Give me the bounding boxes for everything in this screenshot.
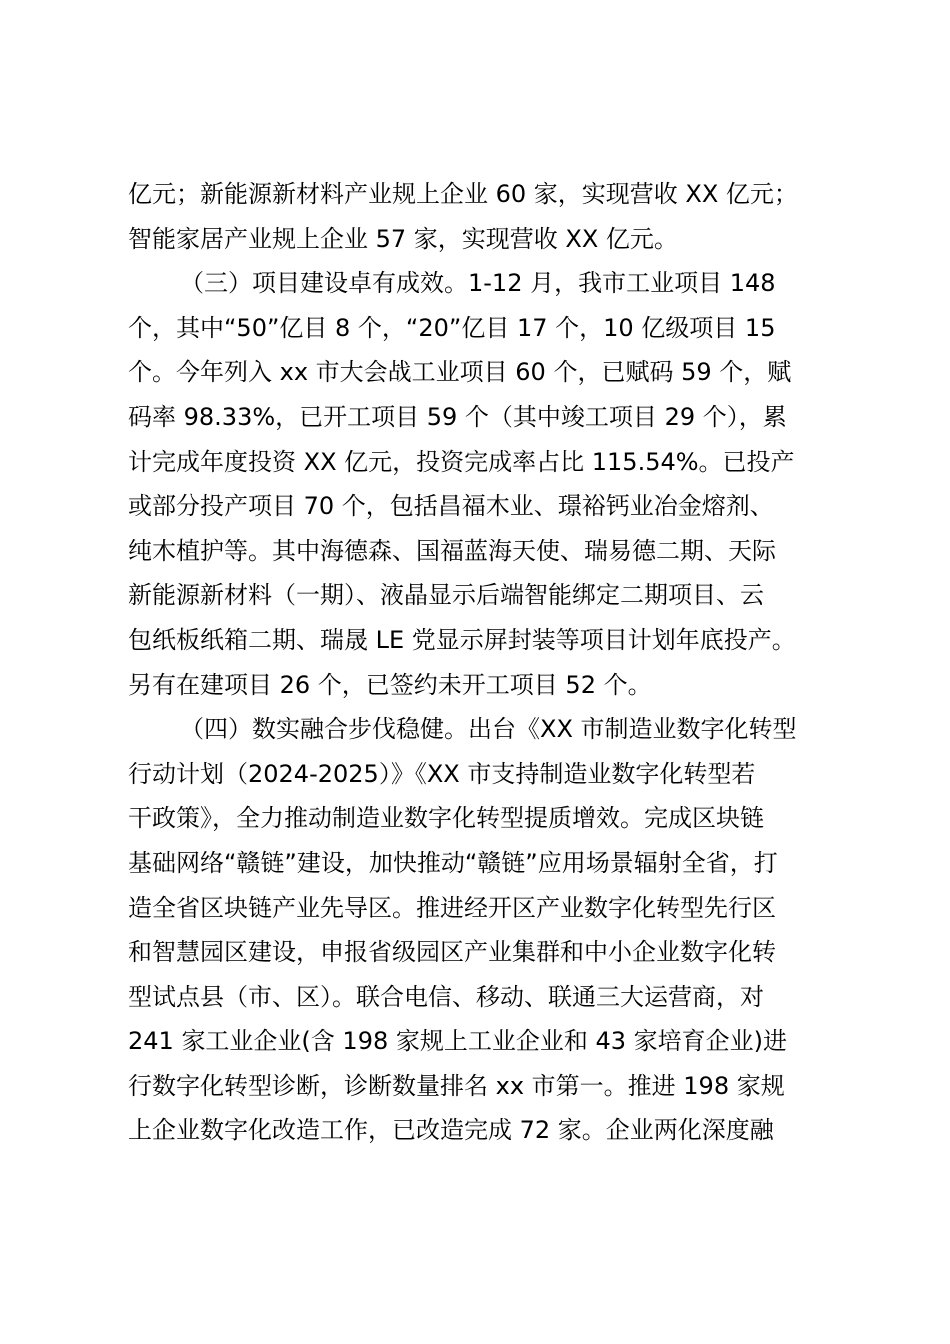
text-line: 或部分投产项目 70 个，包括昌福木业、璟裕钙业冶金熔剂、 bbox=[128, 492, 774, 521]
text-line: 亿元；新能源新材料产业规上企业 60 家，实现营收 XX 亿元； bbox=[128, 180, 798, 208]
text-line: 造全省区块链产业先导区。推进经开区产业数字化转型先行区 bbox=[128, 893, 776, 922]
body-text bbox=[128, 172, 828, 1153]
text-line: 上企业数字化改造工作，已改造完成 72 家。企业两化深度融 bbox=[128, 1116, 774, 1145]
text-line: 个。今年列入 xx 市大会战工业项目 60 个，已赋码 59 个，赋 bbox=[128, 358, 792, 387]
paragraph-first-line: （三）项目建设卓有成效。1-12 月，我市工业项目 148 bbox=[180, 269, 776, 298]
text-line: 和智慧园区建设，申报省级园区产业集群和中小企业数字化转 bbox=[128, 938, 776, 967]
paragraph-first-line: （四）数实融合步伐稳健。出台《XX 市制造业数字化转型 bbox=[180, 715, 797, 744]
text-line: 型试点县（市、区）。联合电信、移动、联通三大运营商，对 bbox=[128, 982, 764, 1011]
text-line: 行数字化转型诊断，诊断数量排名 xx 市第一。推进 198 家规 bbox=[128, 1071, 785, 1100]
text-line: 包纸板纸箱二期、瑞晟 LE 党显示屏封装等项目计划年底投产。 bbox=[128, 625, 796, 654]
text-line: 干政策》，全力推动制造业数字化转型提质增效。完成区块链 bbox=[128, 804, 764, 833]
text-line: 行动计划（2024-2025）》《XX 市支持制造业数字化转型若 bbox=[128, 759, 756, 788]
text-line: 计完成年度投资 XX 亿元，投资完成率占比 115.54%。已投产 bbox=[128, 447, 795, 476]
text-line: 码率 98.33%，已开工项目 59 个（其中竣工项目 29 个），累 bbox=[128, 402, 787, 431]
text-line: 智能家居产业规上企业 57 家，实现营收 XX 亿元。 bbox=[128, 224, 678, 253]
text-line: 个，其中“50”亿目 8 个，“20”亿目 17 个，10 亿级项目 15 bbox=[128, 313, 776, 342]
text-line: 基础网络“赣链”建设，加快推动“赣链”应用场景辐射全省，打 bbox=[128, 848, 778, 877]
text-line: 另有在建项目 26 个，已签约未开工项目 52 个。 bbox=[128, 670, 652, 699]
text-line: 241 家工业企业(含 198 家规上工业企业和 43 家培育企业)进 bbox=[128, 1027, 788, 1056]
text-line: 新能源新材料（一期）、液晶显示后端智能绑定二期项目、云 bbox=[128, 581, 764, 610]
text-line: 纯木植护等。其中海德森、国福蓝海天使、瑞易德二期、天际 bbox=[128, 536, 776, 565]
